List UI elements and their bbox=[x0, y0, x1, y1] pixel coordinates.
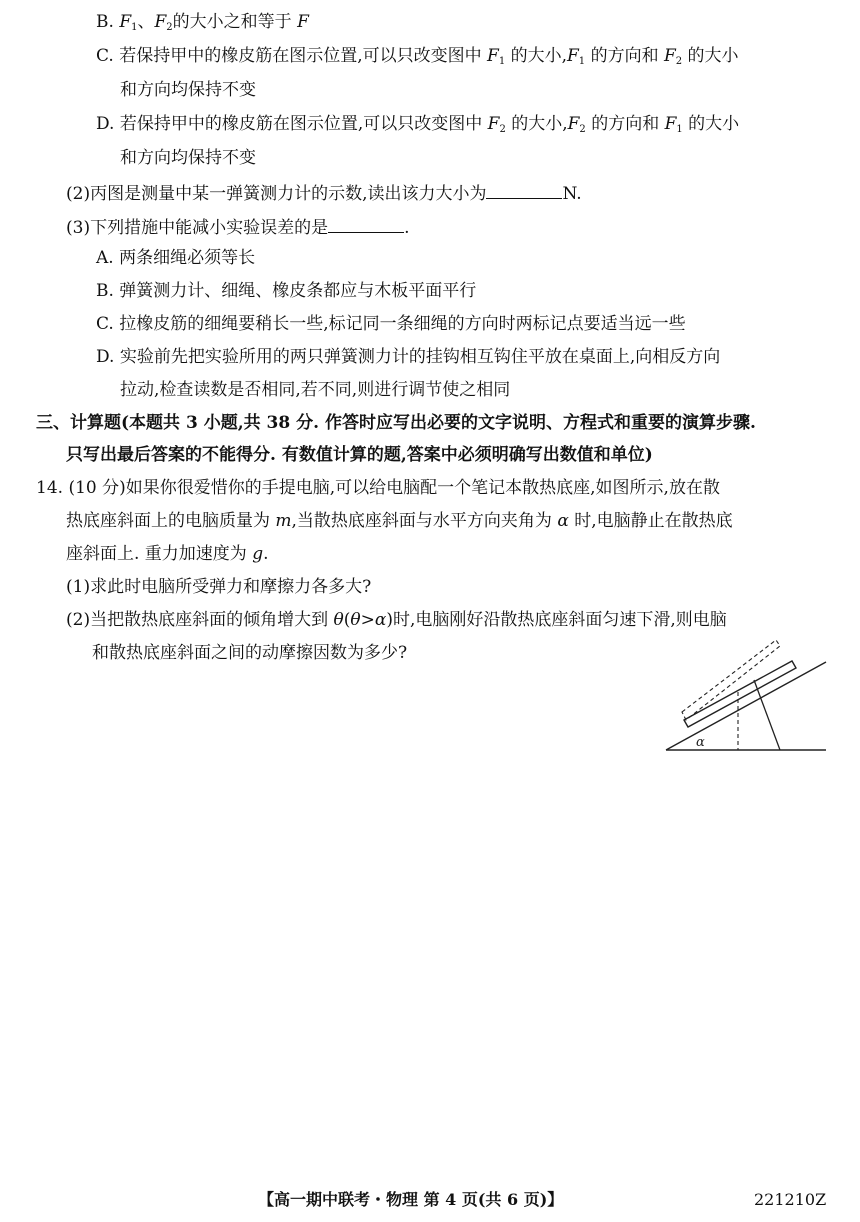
option-label: B. bbox=[96, 12, 120, 32]
symbol-f: F bbox=[297, 12, 309, 32]
question-text: (3)下列措施中能减小实验误差的是 bbox=[66, 218, 329, 238]
option-text: 的方向和 bbox=[585, 114, 665, 134]
option-text: 的大小, bbox=[505, 46, 567, 66]
q14-stem-line2 bbox=[66, 509, 733, 533]
subscript: 2 bbox=[675, 56, 683, 67]
q14-stem-line1: 14. (10 分)如果你很爱惜你的手提电脑,可以给电脑配一个笔记本散热底座,如图所示,放在散 bbox=[36, 478, 720, 498]
laptop-base bbox=[684, 661, 796, 727]
option-text: 的大小之和等于 bbox=[172, 12, 298, 32]
symbol-alpha: α bbox=[557, 511, 569, 531]
subscript: 1 bbox=[676, 124, 683, 135]
punctuation: . bbox=[263, 544, 269, 564]
symbol-f1: F bbox=[119, 12, 132, 32]
support-leg bbox=[754, 680, 780, 750]
stem-text: ,当散热底座斜面与水平方向夹角为 bbox=[291, 511, 558, 531]
q13-part2 bbox=[66, 180, 582, 206]
subscript: 2 bbox=[166, 22, 173, 33]
cooling-stand-diagram bbox=[664, 632, 828, 758]
symbol-f2: F bbox=[567, 114, 580, 134]
symbol-theta: θ bbox=[350, 610, 361, 630]
symbol-theta: θ bbox=[333, 610, 344, 630]
q13-option-c-line1 bbox=[96, 44, 739, 74]
section3-heading-line2: 只写出最后答案的不能得分. 有数值计算的题,答案中必须明确写出数值和单位) bbox=[66, 445, 653, 465]
angle-label: α bbox=[696, 735, 705, 750]
symbol-f1: F bbox=[487, 46, 499, 66]
symbol-alpha: α bbox=[374, 610, 387, 630]
operator: > bbox=[360, 610, 375, 630]
subscript: 2 bbox=[499, 124, 506, 135]
q13-option-d-line2: 和方向均保持不变 bbox=[120, 148, 256, 168]
stem-text: 热底座斜面上的电脑质量为 bbox=[66, 511, 276, 531]
q13-part3-option-b: B. 弹簧测力计、细绳、橡皮条都应与木板平面平行 bbox=[96, 281, 477, 301]
q14-part1: (1)求此时电脑所受弹力和摩擦力各多大? bbox=[66, 577, 372, 597]
q14-part2-line1 bbox=[66, 608, 727, 632]
q14-stem-line3 bbox=[66, 542, 269, 566]
symbol-f2: F bbox=[154, 12, 167, 32]
q13-part3 bbox=[66, 214, 410, 240]
q13-option-c-line2: 和方向均保持不变 bbox=[120, 80, 256, 100]
question-text: (2)丙图是测量中某一弹簧测力计的示数,读出该力大小为 bbox=[66, 184, 487, 204]
q13-part3-option-c: C. 拉橡皮筋的细绳要稍长一些,标记同一条细绳的方向时两标记点要适当远一些 bbox=[96, 314, 686, 334]
stem-text: 座斜面上. 重力加速度为 bbox=[66, 544, 253, 564]
symbol-f2: F bbox=[663, 46, 676, 66]
q13-option-d-line1 bbox=[96, 112, 739, 142]
unit-text: N. bbox=[562, 184, 582, 204]
paren: ( bbox=[343, 610, 351, 630]
option-text: 的方向和 bbox=[585, 46, 664, 66]
q13-part3-option-d-line2: 拉动,检查读数是否相同,若不同,则进行调节使之相同 bbox=[120, 380, 511, 400]
option-text: 的大小 bbox=[682, 114, 740, 134]
symbol-m: m bbox=[275, 511, 292, 531]
question-text: )时,电脑刚好沿散热底座斜面匀速下滑,则电脑 bbox=[386, 610, 727, 630]
separator: 、 bbox=[137, 12, 155, 32]
subscript: 1 bbox=[131, 22, 138, 33]
q14-part2-line2: 和散热底座斜面之间的动摩擦因数为多少? bbox=[92, 643, 408, 663]
option-text: C. 若保持甲中的橡皮筋在图示位置,可以只改变图中 bbox=[96, 46, 488, 66]
answer-blank[interactable] bbox=[486, 180, 562, 199]
option-text: 的大小, bbox=[505, 114, 568, 134]
section3-heading-line1: 三、计算题(本题共 3 小题,共 38 分. 作答时应写出必要的文字说明、方程式和重要的演算步骤. bbox=[36, 413, 756, 433]
subscript: 1 bbox=[578, 56, 586, 67]
laptop-screen-dashed bbox=[682, 640, 780, 720]
punctuation: . bbox=[404, 218, 410, 238]
symbol-f2: F bbox=[487, 114, 500, 134]
q13-part3-option-a: A. 两条细绳必须等长 bbox=[96, 248, 256, 268]
stem-text: 时,电脑静止在散热底 bbox=[568, 511, 733, 531]
symbol-g: g bbox=[252, 544, 264, 564]
question-text: (2)当把散热底座斜面的倾角增大到 bbox=[66, 610, 334, 630]
symbol-f1: F bbox=[664, 114, 677, 134]
symbol-f1: F bbox=[567, 46, 579, 66]
q13-option-b bbox=[96, 10, 309, 40]
answer-blank[interactable] bbox=[328, 214, 404, 233]
exam-code: 221210Z bbox=[754, 1190, 827, 1209]
page-footer: 【高一期中联考・物理 第 4 页(共 6 页)】 bbox=[258, 1190, 564, 1209]
option-text: 的大小 bbox=[682, 46, 739, 66]
subscript: 1 bbox=[498, 56, 506, 67]
q13-part3-option-d-line1: D. 实验前先把实验所用的两只弹簧测力计的挂钩相互钩住平放在桌面上,向相反方向 bbox=[96, 347, 721, 367]
option-text: D. 若保持甲中的橡皮筋在图示位置,可以只改变图中 bbox=[96, 114, 488, 134]
subscript: 2 bbox=[579, 124, 586, 135]
